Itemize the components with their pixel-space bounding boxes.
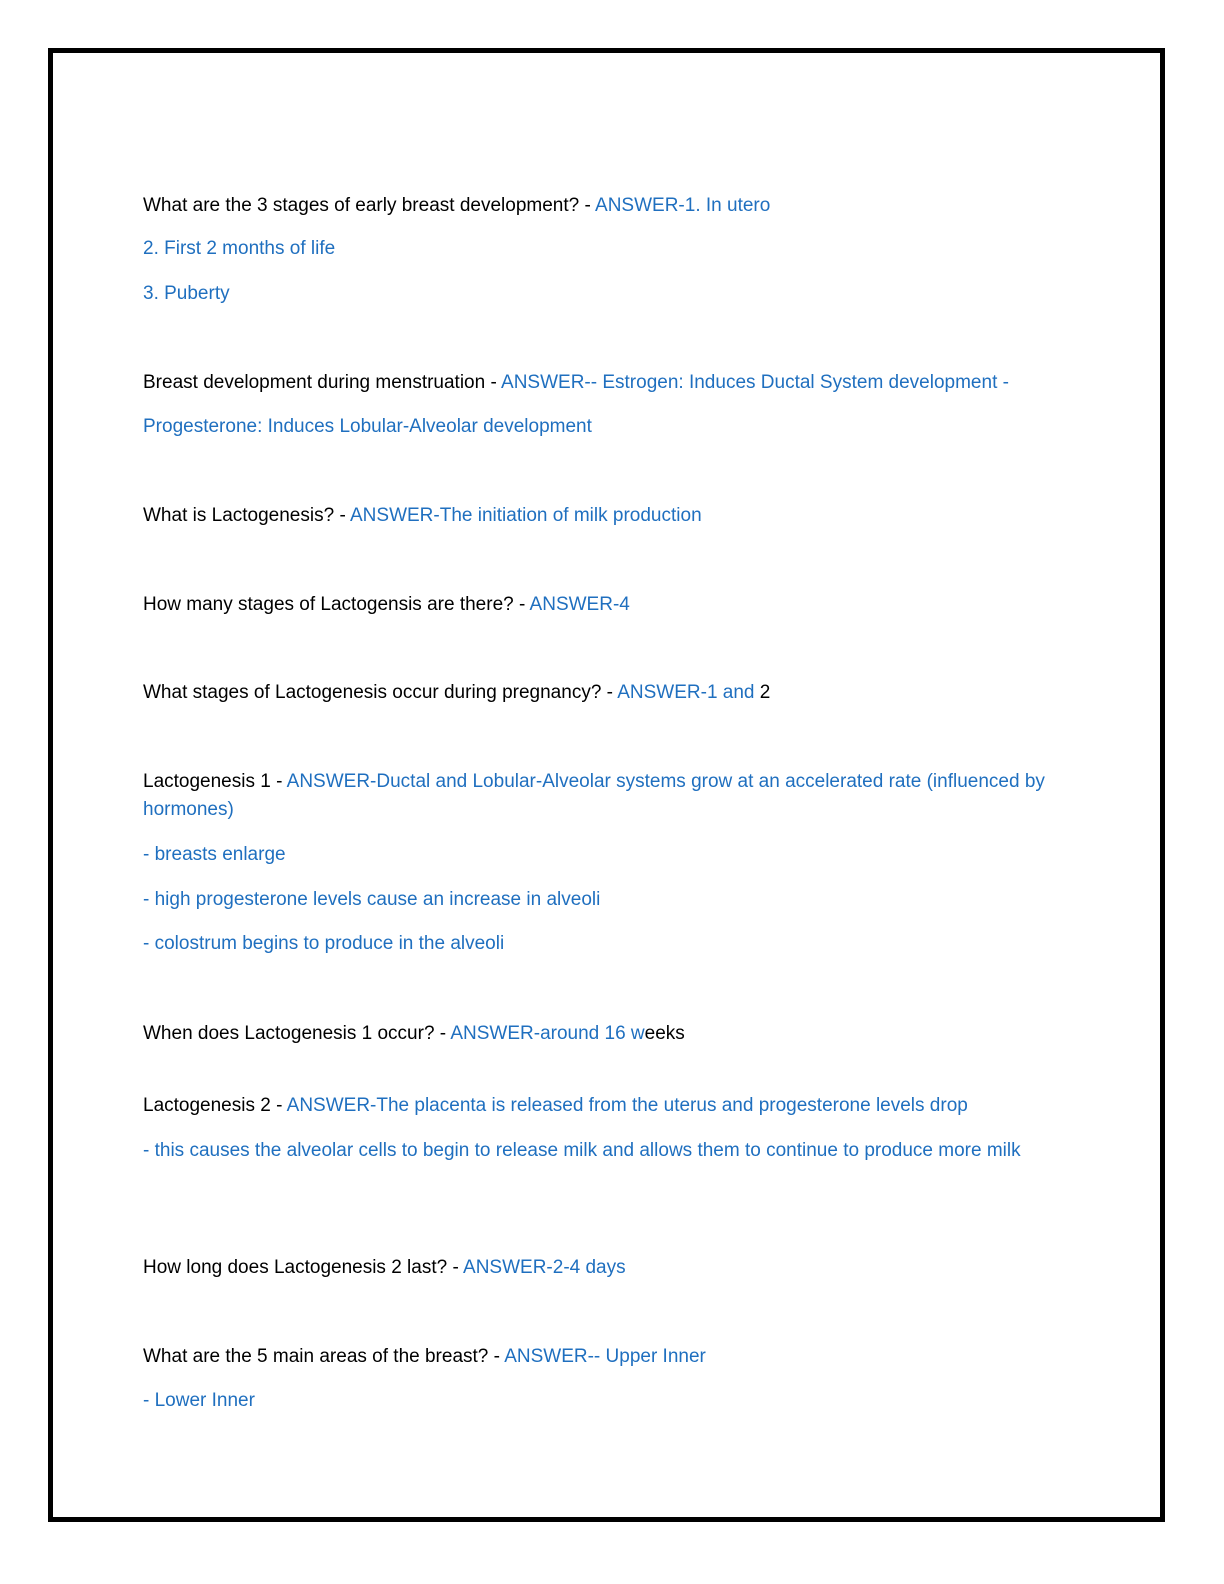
question-text: What are the 3 stages of early breast development? - xyxy=(143,195,596,216)
question-text: What stages of Lactogenesis occur during pregnancy? - xyxy=(143,682,618,703)
answer-text: ANSWER-The placenta is released from the uterus and progesterone levels drop xyxy=(286,1095,968,1116)
question-text: How many stages of Lactogensis are there? - xyxy=(143,594,530,615)
answer-text: ANSWER-The initiation of milk production xyxy=(350,505,702,526)
answer-text: ANSWER-- Estrogen: Induces Ductal System development - xyxy=(501,372,1009,393)
qa-item-6 xyxy=(143,768,1053,824)
qa-item-9 xyxy=(143,1254,626,1282)
question-text: Breast development during menstruation - xyxy=(143,372,502,393)
question-text: When does Lactogenesis 1 occur? - xyxy=(143,1023,451,1044)
answer-text: ANSWER-2-4 days xyxy=(463,1257,626,1278)
answer-tail-text: 2 xyxy=(759,682,771,703)
answer-tail-text: eeks xyxy=(644,1023,685,1044)
answer-text: ANSWER-around 16 w xyxy=(450,1023,645,1044)
answer-text: ANSWER-1 and xyxy=(617,682,760,703)
answer-continuation: - this causes the alveolar cells to begin to release milk and allows them to continue to produce more milk xyxy=(143,1140,1021,1161)
qa-item-4 xyxy=(143,591,630,619)
qa-item-2 xyxy=(143,369,1009,397)
qa-item-7 xyxy=(143,1020,685,1048)
answer-continuation: - Lower Inner xyxy=(143,1390,255,1411)
question-text: Lactogenesis 1 - xyxy=(143,771,287,792)
qa-item-1 xyxy=(143,192,770,220)
question-text: What is Lactogenesis? - xyxy=(143,505,350,526)
question-text: How long does Lactogenesis 2 last? - xyxy=(143,1257,464,1278)
qa-item-5 xyxy=(143,679,770,707)
answer-text: ANSWER-Ductal and Lobular-Alveolar systems grow at an accelerated rate (influenced by hormones) xyxy=(143,771,1045,820)
answer-text: ANSWER-1. In utero xyxy=(595,195,771,216)
qa-item-10 xyxy=(143,1343,706,1371)
answer-continuation: - high progesterone levels cause an increase in alveoli xyxy=(143,889,601,910)
answer-continuation: Progesterone: Induces Lobular-Alveolar development xyxy=(143,416,592,437)
answer-text: ANSWER-4 xyxy=(529,594,630,615)
answer-continuation: - breasts enlarge xyxy=(143,844,286,865)
answer-text: ANSWER-- Upper Inner xyxy=(504,1346,706,1367)
question-text: What are the 5 main areas of the breast? - xyxy=(143,1346,505,1367)
qa-item-8 xyxy=(143,1092,968,1120)
answer-continuation: 2. First 2 months of life xyxy=(143,238,336,259)
answer-continuation: 3. Puberty xyxy=(143,283,230,304)
question-text: Lactogenesis 2 - xyxy=(143,1095,287,1116)
qa-item-3 xyxy=(143,502,702,530)
answer-continuation: - colostrum begins to produce in the alveoli xyxy=(143,933,505,954)
